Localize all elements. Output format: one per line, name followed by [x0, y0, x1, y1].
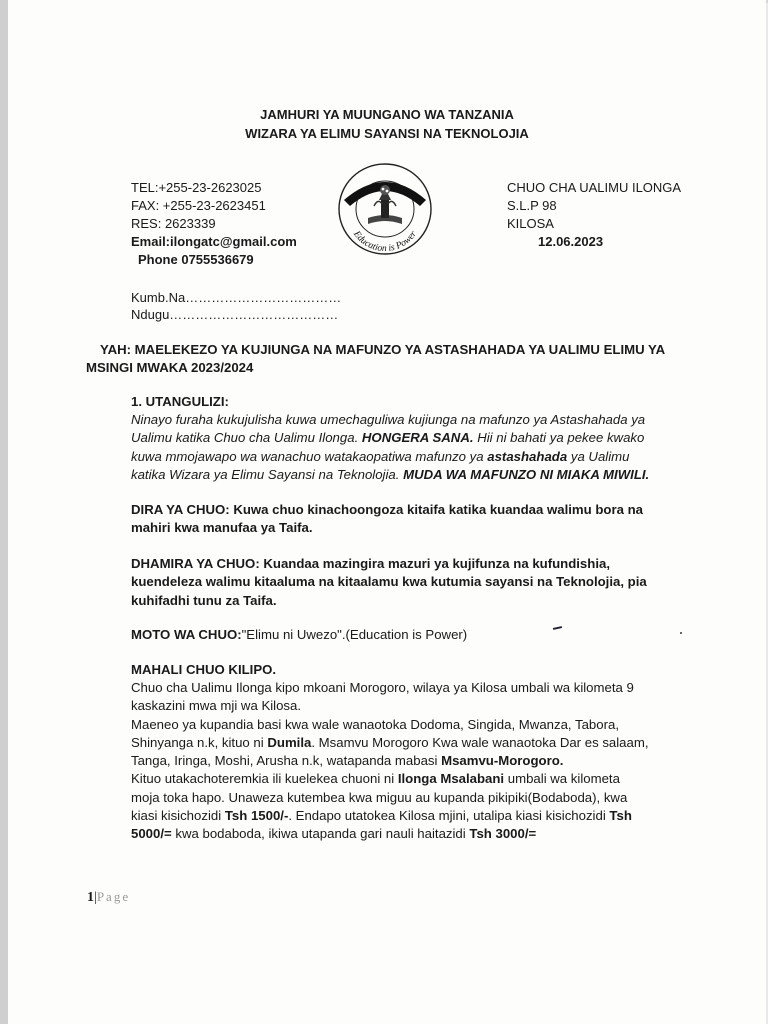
- mission-line: kuhifadhi tunu za Taifa.: [131, 592, 277, 608]
- po-box: S.L.P 98: [507, 198, 557, 213]
- vision-line: DIRA YA CHUO: Kuwa chuo kinachoongoza kitaifa katika kuandaa walimu bora na: [131, 502, 643, 517]
- scan-mark: [553, 626, 562, 630]
- subject-line: [86, 341, 666, 378]
- seal-bottom-text: Education is Power: [351, 229, 419, 255]
- email: Email:ilongatc@gmail.com: [131, 234, 297, 249]
- location-paragraph: [131, 679, 693, 844]
- intro-line: Ualimu katika Chuo cha Ualimu Ilonga. HONGERA SANA. Hii ni bahati ya pekee kwako: [131, 430, 645, 446]
- mission-statement: [131, 555, 693, 610]
- scan-left-edge: [0, 0, 8, 1024]
- location-line: Kituo utakachoteremkia ili kuelekea chuoni ni Ilonga Msalabani umbali wa kilometa: [131, 771, 620, 787]
- location-line: kiasi kisichozidi Tsh 1500/-. Endapo utatokea Kilosa mjini, utalipa kiasi kisichozidi Tsh: [131, 808, 632, 824]
- reference-number: Kumb.Na………………………………: [131, 290, 342, 305]
- location-line: Tanga, Iringa, Moshi, Arusha n.k, watapanda mabasi Msamvu-Morogoro.: [131, 753, 564, 769]
- fax: FAX: +255-23-2623451: [131, 198, 266, 213]
- location-heading: MAHALI CHUO KILIPO.: [131, 662, 277, 677]
- intro-line: katika Wizara ya Elimu Sayansi na Teknolojia. MUDA WA MAFUNZO NI MIAKA MIWILI.: [131, 466, 650, 482]
- intro-heading: 1. UTANGULIZI:: [131, 394, 229, 409]
- college-motto: [131, 626, 467, 644]
- town: KILOSA: [507, 216, 554, 231]
- page-number: 1: [87, 890, 94, 905]
- mission-line: DHAMIRA YA CHUO: Kuandaa mazingira mazuri ya kujifunza na kufundishia,: [131, 556, 610, 571]
- seal-top-text: Elimu ni Uwezo: [353, 164, 417, 186]
- page-label: Page: [96, 889, 131, 904]
- document-page: [8, 0, 766, 1024]
- page-footer: [87, 888, 130, 906]
- country-header: JAMHURI YA MUUNGANO WA TANZANIA: [260, 107, 514, 122]
- college-name: CHUO CHA UALIMU ILONGA: [507, 180, 682, 195]
- contact-right: [507, 179, 681, 251]
- vision-line: mahiri kwa manufaa ya Taifa.: [131, 520, 313, 536]
- motto-text: "Elimu ni Uwezo".(Education is Power): [241, 627, 468, 642]
- page-separator: |: [94, 890, 97, 905]
- college-seal-logo: [336, 162, 434, 256]
- intro-line: Ninayo furaha kukujulisha kuwa umechaguliwa kujiunga na mafunzo ya Astashahada ya: [131, 412, 646, 427]
- phone: Phone 0755536679: [138, 252, 254, 267]
- contact-left: [131, 179, 297, 269]
- addressee-line: Ndugu…………………………………: [131, 307, 339, 322]
- telephone: TEL:+255-23-2623025: [131, 180, 262, 195]
- ministry-header: WIZARA YA ELIMU SAYANSI NA TEKNOLOJIA: [245, 126, 529, 141]
- intro-paragraph: [131, 411, 693, 484]
- subject-line-1: YAH: MAELEKEZO YA KUJIUNGA NA MAFUNZO YA ASTASHAHADA YA UALIMU ELIMU YA: [100, 342, 666, 357]
- vision-statement: [131, 501, 693, 538]
- scan-mark: [680, 632, 682, 634]
- location-line: 5000/= kwa bodaboda, ikiwa utapanda gari nauli haitazidi Tsh 3000/=: [131, 826, 537, 842]
- mission-line: kuendeleza walimu kitaaluma na kitaalamu kwa kutumia sayansi na Teknolojia, pia: [131, 574, 647, 590]
- location-line: kaskazini mwa mji wa Kilosa.: [131, 698, 302, 714]
- motto-label: MOTO WA CHUO:: [131, 627, 242, 642]
- letter-date: 12.06.2023: [538, 234, 604, 249]
- location-line: Chuo cha Ualimu Ilonga kipo mkoani Morogoro, wilaya ya Kilosa umbali wa kilometa 9: [131, 680, 634, 695]
- location-line: moja toka hapo. Unaweza kutembea kwa miguu au kupanda pikipiki(Bodaboda), kwa: [131, 789, 628, 805]
- residence-phone: RES: 2623339: [131, 216, 216, 231]
- location-line: Shinyanga n.k, kituo ni Dumila. Msamvu Morogoro Kwa wale wanaotoka Dar es salaam,: [131, 734, 649, 750]
- intro-line: kuwa mmojawapo wa wanachuo watakaopatiwa mafunzo ya astashahada ya Ualimu: [131, 448, 630, 464]
- location-line: Maeneo ya kupandia basi kwa wale wanaotoka Dodoma, Singida, Mwanza, Tabora,: [131, 716, 619, 732]
- subject-line-2: MSINGI MWAKA 2023/2024: [86, 360, 254, 376]
